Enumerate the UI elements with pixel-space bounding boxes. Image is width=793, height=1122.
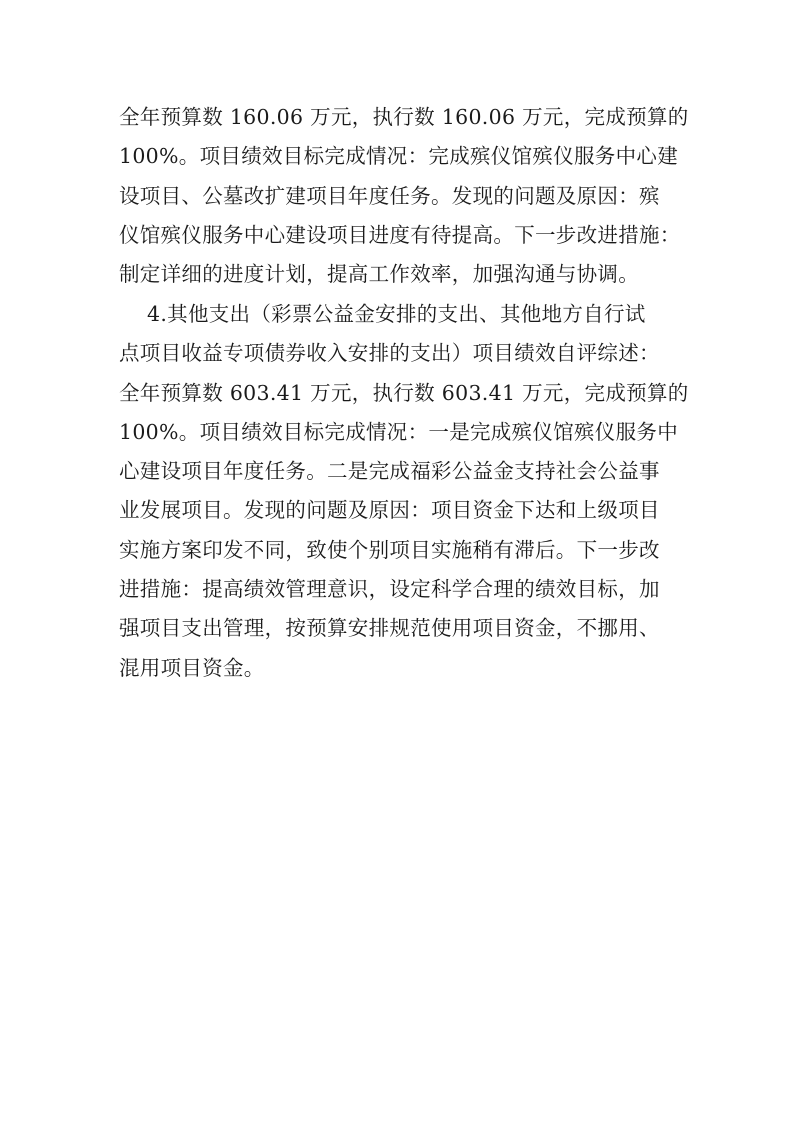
paragraph-line: 全年预算数 603.41 万元，执行数 603.41 万元，完成预算的 — [119, 380, 689, 405]
section-4-heading-line: 4.其他支出（彩票公益金安排的支出、其他地方自行试 — [147, 302, 646, 326]
paragraph-line: 进措施：提高绩效管理意识，设定科学合理的绩效目标，加 — [119, 577, 660, 602]
paragraph-line: 100%。项目绩效目标完成情况：完成殡仪馆殡仪服务中心建 — [119, 144, 679, 169]
paragraph-line: 设项目、公墓改扩建项目年度任务。发现的问题及原因：殡 — [119, 183, 660, 208]
paragraph-line: 混用项目资金。 — [119, 655, 265, 680]
paragraph-line: 心建设项目年度任务。二是完成福彩公益金支持社会公益事 — [119, 459, 660, 484]
paragraph-line: 实施方案印发不同，致使个别项目实施稍有滞后。下一步改 — [119, 537, 660, 562]
paragraph-continued — [119, 98, 689, 294]
paragraph-line: 强项目支出管理，按预算安排规范使用项目资金，不挪用、 — [119, 616, 660, 641]
paragraph-line: 全年预算数 160.06 万元，执行数 160.06 万元，完成预算的 — [119, 105, 689, 129]
paragraph-line: 业发展项目。发现的问题及原因：项目资金下达和上级项目 — [119, 498, 660, 523]
paragraph-line: 点项目收益专项债券收入安排的支出）项目绩效自评综述： — [119, 341, 660, 366]
paragraph-line: 100%。项目绩效目标完成情况：一是完成殡仪馆殡仪服务中 — [119, 419, 679, 444]
section-4-paragraph — [119, 295, 689, 688]
paragraph-line: 制定详细的进度计划，提高工作效率，加强沟通与协调。 — [119, 262, 639, 287]
paragraph-line: 仪馆殡仪服务中心建设项目进度有待提高。下一步改进措施： — [119, 222, 681, 247]
